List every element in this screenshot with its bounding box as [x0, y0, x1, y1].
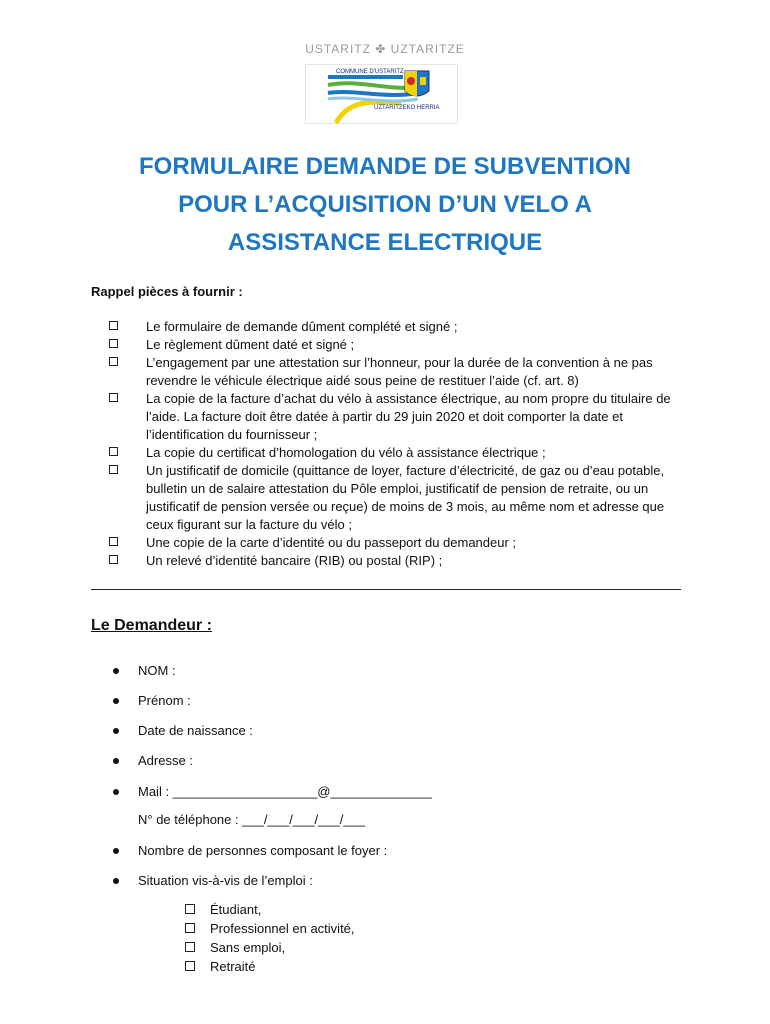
employment-option[interactable] — [183, 938, 355, 957]
field-label: Date de naissance : — [138, 723, 253, 738]
bullet-icon — [113, 728, 119, 734]
document-item-label: La copie du certificat d’homologation du vélo à assistance électrique ; — [146, 445, 546, 460]
town-header: USTARITZ ✤ UZTARITZE — [305, 42, 465, 56]
document-item — [104, 462, 684, 534]
bullet-icon — [113, 698, 119, 704]
checkbox[interactable] — [109, 339, 118, 348]
checkbox[interactable] — [109, 393, 118, 402]
employment-option-label: Professionnel en activité, — [210, 921, 355, 936]
document-item-label: L’engagement par une attestation sur l’honneur, pour la durée de la convention à ne pas revendre le véhicule électrique aidé sous peine de restituer l’aide (cf. art. 8) — [146, 355, 653, 388]
employment-option-label: Retraité — [210, 959, 256, 974]
title-line-2: POUR L’ACQUISITION D’UN VELO A — [178, 191, 592, 218]
document-item-label: Un relevé d’identité bancaire (RIB) ou postal (RIP) ; — [146, 553, 443, 568]
field-label: Nombre de personnes composant le foyer : — [138, 843, 388, 858]
checkbox[interactable] — [185, 942, 195, 952]
field-label: NOM : — [138, 663, 176, 678]
section-divider — [91, 589, 681, 590]
field-label: Mail : ____________________@______________ — [138, 784, 432, 799]
document-item-label: La copie de la facture d’achat du vélo à assistance électrique, au nom propre du titulaire de l’aide. La facture doit être datée à partir du 29 juin 2020 et doit comporter la date et l’identification du fournisseur ; — [146, 391, 671, 442]
applicant-heading: Le Demandeur : — [91, 617, 212, 634]
field-telephone[interactable]: N° de téléphone : ___/___/___/___/___ — [138, 812, 366, 827]
commune-logo — [305, 64, 458, 124]
document-item-label: Le formulaire de demande dûment complété et signé ; — [146, 319, 458, 334]
document-item — [104, 444, 684, 462]
document-item-label: Un justificatif de domicile (quittance de loyer, facture d’électricité, de gaz ou d’eau potable, bulletin un de salaire attestation du Pôle emploi, justificatif de pension de retraite, ou un justificatif de pension versée ou reçue) de moins de 3 mois, au même nom et adresse que ceux figurant sur la facture du vélo ; — [146, 463, 665, 532]
document-item-label: Une copie de la carte d’identité ou du passeport du demandeur ; — [146, 535, 517, 550]
document-item-label: Le règlement dûment daté et signé ; — [146, 337, 355, 352]
document-item — [104, 318, 684, 336]
bullet-icon — [113, 848, 119, 854]
document-item — [104, 354, 684, 390]
checkbox[interactable] — [109, 537, 118, 546]
bullet-icon — [113, 789, 119, 795]
employment-option-label: Sans emploi, — [210, 940, 286, 955]
checkbox[interactable] — [185, 923, 195, 933]
checkbox[interactable] — [109, 357, 118, 366]
title-line-3: ASSISTANCE ELECTRIQUE — [227, 229, 543, 256]
checkbox[interactable] — [109, 321, 118, 330]
bullet-icon — [113, 758, 119, 764]
document-item — [104, 336, 684, 354]
document-item — [104, 534, 684, 552]
document-item — [104, 390, 684, 444]
coat-of-arms-icon — [405, 71, 429, 97]
employment-options — [183, 900, 355, 976]
page-title — [60, 148, 710, 262]
logo-text-herria: UZTARITZEKO HERRIA — [374, 105, 440, 111]
logo-text-commune: COMMUNE D'USTARITZ — [336, 69, 404, 75]
employment-option[interactable] — [183, 919, 355, 938]
field-label: Prénom : — [138, 693, 191, 708]
checkbox[interactable] — [185, 904, 195, 914]
field-label: Situation vis-à-vis de l’emploi : — [138, 873, 313, 888]
checkbox[interactable] — [109, 465, 118, 474]
bullet-icon — [113, 878, 119, 884]
checkbox[interactable] — [109, 447, 118, 456]
employment-option-label: Étudiant, — [210, 902, 262, 917]
employment-option[interactable] — [183, 900, 355, 919]
field-label: Adresse : — [138, 753, 193, 768]
title-line-1: FORMULAIRE DEMANDE DE SUBVENTION — [138, 153, 631, 180]
document-item — [104, 552, 684, 570]
documents-checklist — [104, 318, 684, 570]
checkbox[interactable] — [109, 555, 118, 564]
documents-heading: Rappel pièces à fournir : — [91, 284, 243, 299]
checkbox[interactable] — [185, 961, 195, 971]
employment-option[interactable] — [183, 957, 355, 976]
bullet-icon — [113, 668, 119, 674]
